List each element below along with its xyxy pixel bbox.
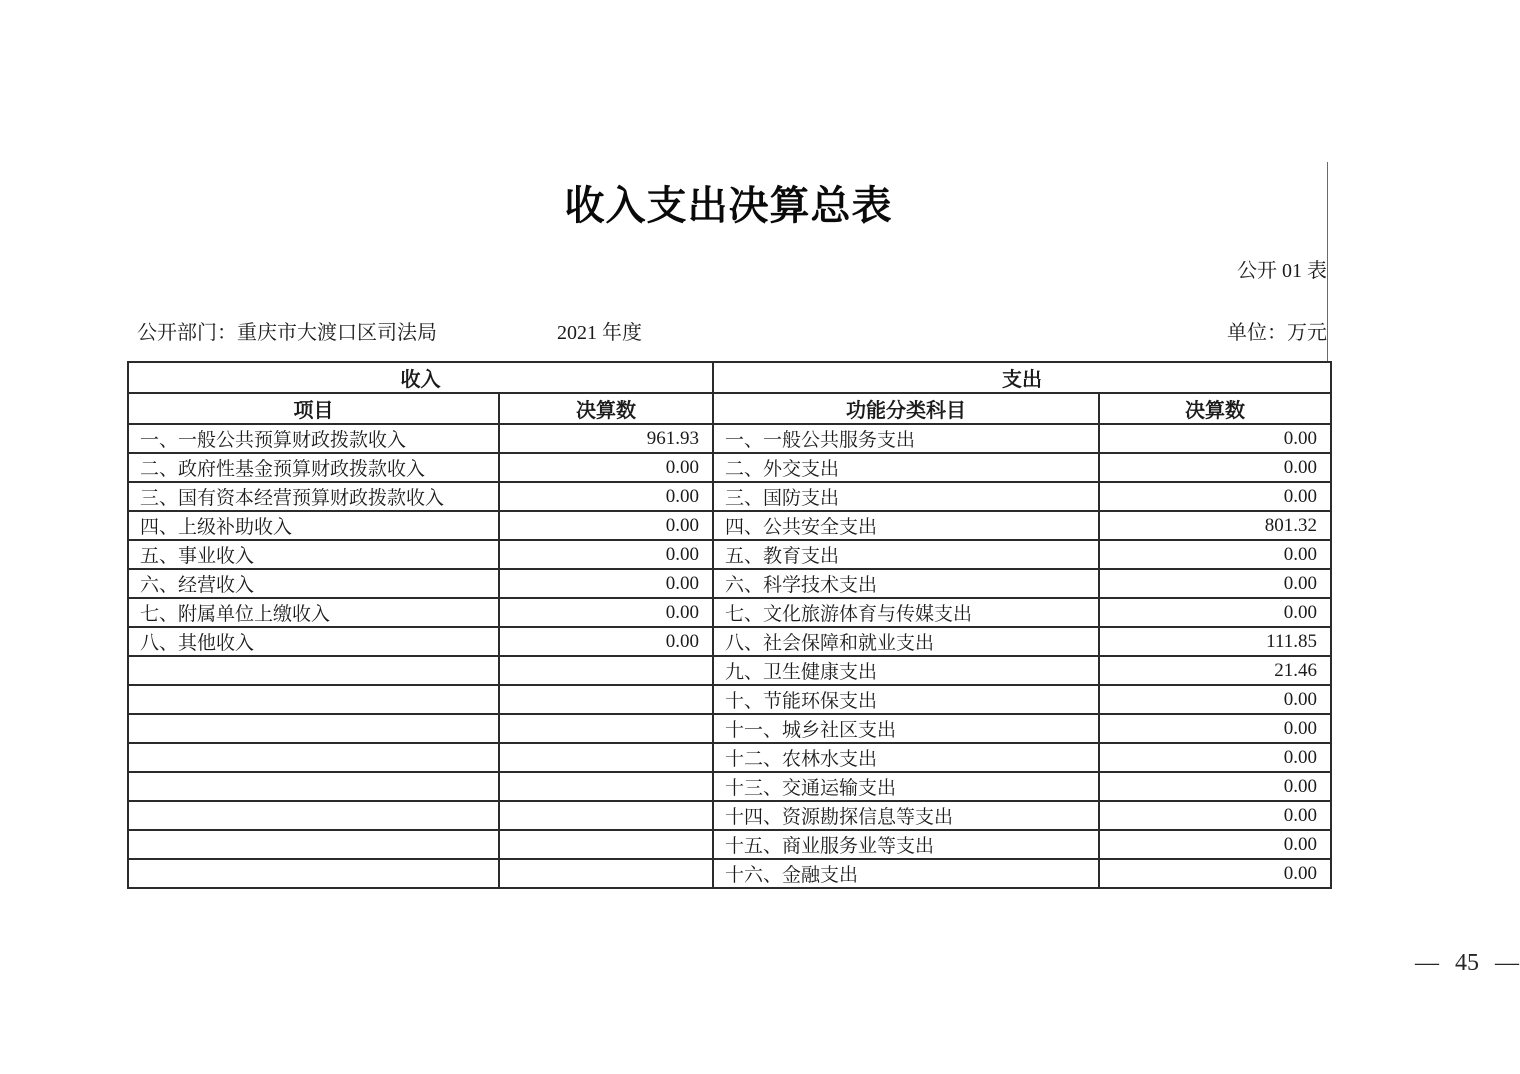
expenditure-value-cell: 0.00 [1099,859,1331,888]
table-row [128,772,1331,801]
table-row [128,569,1331,598]
table-row [128,424,1331,453]
expenditure-item-cell: 十五、商业服务业等支出 [713,830,1099,859]
expenditure-item-cell: 九、卫生健康支出 [713,656,1099,685]
income-item-cell [128,859,499,888]
income-value-cell [499,656,713,685]
income-item-cell: 三、国有资本经营预算财政拨款收入 [128,482,499,511]
income-item-cell [128,830,499,859]
income-value-cell: 961.93 [499,424,713,453]
expenditure-item-cell: 十三、交通运输支出 [713,772,1099,801]
table-row [128,743,1331,772]
expenditure-value-cell: 801.32 [1099,511,1331,540]
income-item-cell: 八、其他收入 [128,627,499,656]
meta-row [127,319,1330,347]
income-value-cell: 0.00 [499,598,713,627]
table-row [128,830,1331,859]
income-value-cell: 0.00 [499,627,713,656]
table-number-label: 公开 01 表 [1237,260,1327,282]
table-row [128,801,1331,830]
expenditure-value-cell: 0.00 [1099,569,1331,598]
expenditure-item-cell: 十六、金融支出 [713,859,1099,888]
income-item-cell: 四、上级补助收入 [128,511,499,540]
table-body [128,424,1331,888]
expenditure-item-cell: 一、一般公共服务支出 [713,424,1099,453]
expenditure-item-cell: 十一、城乡社区支出 [713,714,1099,743]
expenditure-item-cell: 三、国防支出 [713,482,1099,511]
expenditure-value-cell: 111.85 [1099,627,1331,656]
income-value-cell: 0.00 [499,511,713,540]
page-content [127,0,1519,1074]
expenditure-item-cell: 五、教育支出 [713,540,1099,569]
table-row [128,482,1331,511]
expenditure-value-cell: 0.00 [1099,424,1331,453]
income-value-cell: 0.00 [499,569,713,598]
income-value-cell: 0.00 [499,453,713,482]
income-item-cell: 五、事业收入 [128,540,499,569]
table-row [128,656,1331,685]
income-value-cell [499,830,713,859]
income-item-cell [128,743,499,772]
table-row [128,627,1331,656]
expenditure-item-cell: 十、节能环保支出 [713,685,1099,714]
expenditure-item-cell: 八、社会保障和就业支出 [713,627,1099,656]
income-value-column-header: 决算数 [499,393,713,424]
expenditure-item-cell: 四、公共安全支出 [713,511,1099,540]
expenditure-value-cell: 21.46 [1099,656,1331,685]
expenditure-value-cell: 0.00 [1099,830,1331,859]
page-number: — 45 — [1415,950,1519,976]
expenditure-value-cell: 0.00 [1099,743,1331,772]
department-label: 公开部门：重庆市大渡口区司法局 [137,322,437,344]
table-row [128,453,1331,482]
expenditure-value-cell: 0.00 [1099,453,1331,482]
income-item-cell [128,656,499,685]
table-row [128,540,1331,569]
income-value-cell [499,772,713,801]
unit-label: 单位：万元 [1227,322,1327,344]
income-item-cell: 七、附属单位上缴收入 [128,598,499,627]
table-row [128,714,1331,743]
income-value-cell [499,859,713,888]
income-value-cell: 0.00 [499,540,713,569]
expenditure-item-cell: 六、科学技术支出 [713,569,1099,598]
income-item-cell [128,801,499,830]
income-value-cell [499,801,713,830]
expenditure-value-cell: 0.00 [1099,540,1331,569]
summary-table-head [128,362,1331,424]
income-item-cell: 二、政府性基金预算财政拨款收入 [128,453,499,482]
income-item-cell [128,685,499,714]
expenditure-value-cell: 0.00 [1099,685,1331,714]
income-value-cell [499,743,713,772]
income-item-cell: 一、一般公共预算财政拨款收入 [128,424,499,453]
section-header-row [128,362,1331,393]
expenditure-value-column-header: 决算数 [1099,393,1331,424]
table-row [128,511,1331,540]
table-row [128,685,1331,714]
expenditure-value-cell: 0.00 [1099,772,1331,801]
expenditure-value-cell: 0.00 [1099,801,1331,830]
expenditure-item-cell: 十二、农林水支出 [713,743,1099,772]
expenditure-value-cell: 0.00 [1099,482,1331,511]
table-row [128,859,1331,888]
column-header-row [128,393,1331,424]
summary-table [127,361,1332,889]
expenditure-item-column-header: 功能分类科目 [713,393,1099,424]
fiscal-year-label: 2021 年度 [557,322,642,344]
income-item-column-header: 项目 [128,393,499,424]
income-value-cell: 0.00 [499,482,713,511]
income-item-cell [128,714,499,743]
income-value-cell [499,685,713,714]
page-edge-line [1327,162,1328,361]
expenditure-item-cell: 七、文化旅游体育与传媒支出 [713,598,1099,627]
income-item-cell: 六、经营收入 [128,569,499,598]
income-value-cell [499,714,713,743]
expenditure-item-cell: 十四、资源勘探信息等支出 [713,801,1099,830]
expenditure-value-cell: 0.00 [1099,598,1331,627]
table-row [128,598,1331,627]
page-title: 收入支出决算总表 [564,184,893,228]
expenditure-value-cell: 0.00 [1099,714,1331,743]
income-item-cell [128,772,499,801]
expenditure-item-cell: 二、外交支出 [713,453,1099,482]
expenditure-section-header: 支出 [713,362,1331,393]
income-section-header: 收入 [128,362,713,393]
